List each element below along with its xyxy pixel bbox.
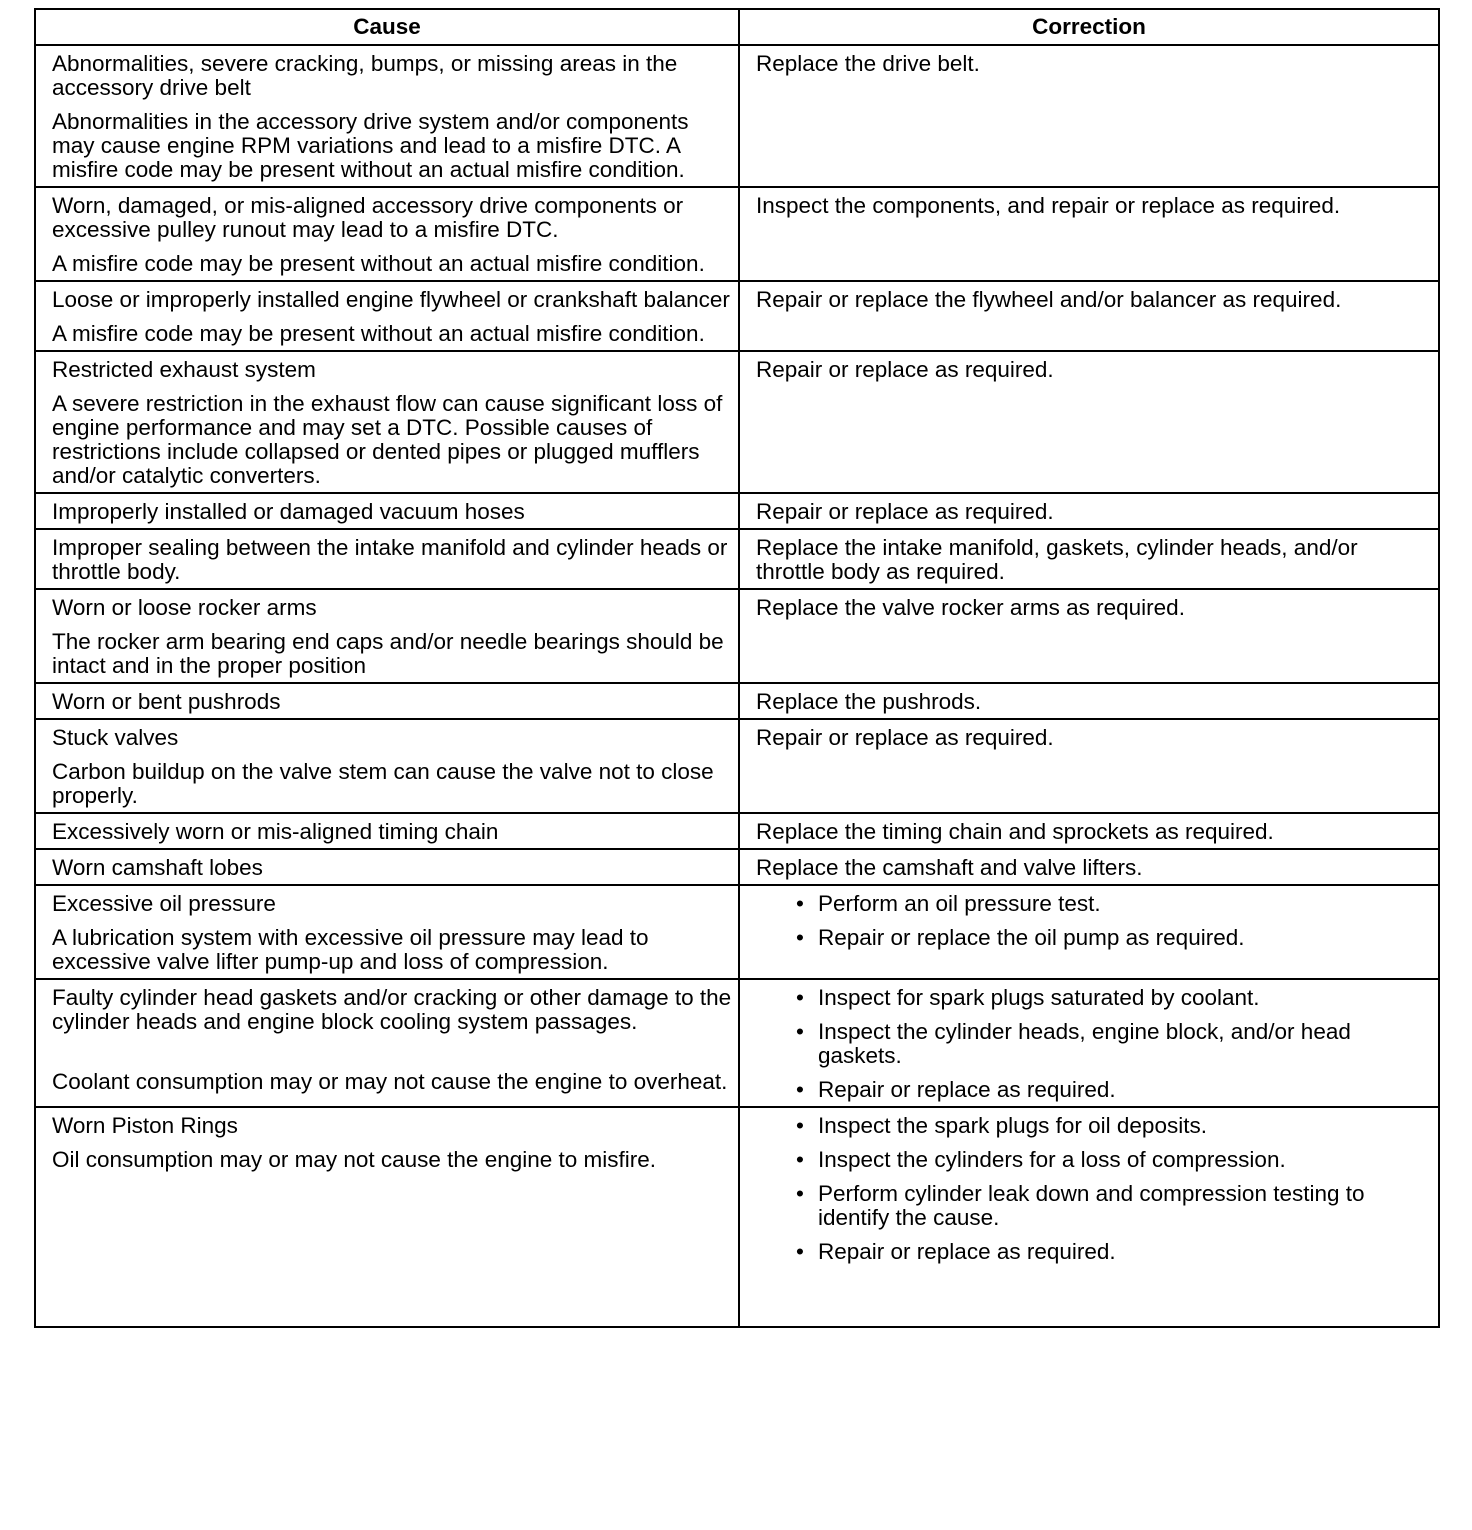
table-row	[35, 351, 1439, 493]
cause-text: Improper sealing between the intake manifold and cylinder heads or throttle body.	[52, 535, 728, 584]
cause-cell	[35, 529, 739, 589]
cause-text: Abnormalities in the accessory drive system and/or components may cause engine RPM variations and lead to a misfire DTC. A misfire code may be present without an actual misfire condition.	[52, 109, 689, 182]
list-item: • Repair or replace the oil pump as required.	[796, 926, 1432, 950]
cause-text: Worn or bent pushrods	[52, 689, 281, 714]
cause-text: Carbon buildup on the valve stem can cause the valve not to close properly.	[52, 759, 714, 808]
header-row	[35, 9, 1439, 45]
table-row	[35, 885, 1439, 979]
correction-cell	[739, 813, 1439, 849]
correction-text: Repair or replace as required.	[756, 499, 1054, 524]
cause-text: Worn or loose rocker arms	[52, 595, 317, 620]
correction-cell	[739, 1107, 1439, 1327]
table-row	[35, 813, 1439, 849]
cause-text: Oil consumption may or may not cause the engine to misfire.	[52, 1147, 657, 1172]
cause-text: Worn camshaft lobes	[52, 855, 263, 880]
correction-list	[756, 986, 1432, 1102]
correction-cell	[739, 281, 1439, 351]
correction-text: Replace the intake manifold, gaskets, cylinder heads, and/or throttle body as required.	[756, 535, 1358, 584]
cause-text: Excessive oil pressure	[52, 891, 276, 916]
cause-text: The rocker arm bearing end caps and/or needle bearings should be intact and in the proper position	[52, 629, 724, 678]
list-item: • Repair or replace as required.	[796, 1240, 1432, 1264]
cause-text: A severe restriction in the exhaust flow can cause significant loss of engine performance and may set a DTC. Possible causes of restrictions include collapsed or dented pipes or plugged mufflers and/or catalytic converters.	[52, 391, 723, 488]
correction-cell	[739, 683, 1439, 719]
cause-cell	[35, 281, 739, 351]
correction-cell	[739, 351, 1439, 493]
correction-cell	[739, 45, 1439, 187]
correction-cell	[739, 187, 1439, 281]
correction-header: Correction	[739, 9, 1439, 45]
correction-text: Repair or replace as required.	[756, 357, 1054, 382]
correction-list	[756, 1114, 1432, 1264]
cause-cell	[35, 589, 739, 683]
cause-cell	[35, 885, 739, 979]
table-row	[35, 281, 1439, 351]
cause-text: Worn, damaged, or mis-aligned accessory drive components or excessive pulley runout may lead to a misfire DTC.	[52, 193, 684, 242]
cause-text: Worn Piston Rings	[52, 1113, 238, 1138]
table-row	[35, 719, 1439, 813]
cause-text: Coolant consumption may or may not cause the engine to overheat.	[52, 1069, 728, 1094]
correction-text: Repair or replace the flywheel and/or balancer as required.	[756, 287, 1342, 312]
cause-text: A misfire code may be present without an actual misfire condition.	[52, 251, 705, 276]
table-row	[35, 187, 1439, 281]
list-item: • Inspect the spark plugs for oil deposits.	[796, 1114, 1432, 1138]
table-row	[35, 849, 1439, 885]
list-item: • Inspect for spark plugs saturated by coolant.	[796, 986, 1432, 1010]
correction-cell	[739, 885, 1439, 979]
cause-cell	[35, 493, 739, 529]
correction-cell	[739, 529, 1439, 589]
cause-cell	[35, 45, 739, 187]
cause-text: Loose or improperly installed engine flywheel or crankshaft balancer	[52, 287, 730, 312]
list-item: • Perform cylinder leak down and compression testing to identify the cause.	[796, 1182, 1432, 1230]
cause-cell	[35, 979, 739, 1107]
correction-text: Replace the timing chain and sprockets as required.	[756, 819, 1274, 844]
list-item: • Repair or replace as required.	[796, 1078, 1432, 1102]
list-item: • Inspect the cylinder heads, engine block, and/or head gaskets.	[796, 1020, 1432, 1068]
correction-text: Repair or replace as required.	[756, 725, 1054, 750]
correction-list	[756, 892, 1432, 950]
correction-cell	[739, 849, 1439, 885]
cause-text: Faulty cylinder head gaskets and/or cracking or other damage to the cylinder heads and engine block cooling system passages.	[52, 985, 732, 1034]
cause-text: Restricted exhaust system	[52, 357, 316, 382]
table-row	[35, 589, 1439, 683]
cause-cell	[35, 719, 739, 813]
cause-cell	[35, 351, 739, 493]
correction-cell	[739, 719, 1439, 813]
cause-cell	[35, 1107, 739, 1327]
correction-text: Replace the pushrods.	[756, 689, 982, 714]
table-body	[35, 45, 1439, 1327]
table-row	[35, 979, 1439, 1107]
list-item: • Inspect the cylinders for a loss of compression.	[796, 1148, 1432, 1172]
correction-text: Replace the drive belt.	[756, 51, 980, 76]
cause-cell	[35, 849, 739, 885]
list-item: • Perform an oil pressure test.	[796, 892, 1432, 916]
cause-cell	[35, 813, 739, 849]
correction-text: Inspect the components, and repair or replace as required.	[756, 193, 1341, 218]
table-row	[35, 493, 1439, 529]
misfire-diagnosis-table	[34, 8, 1440, 1328]
cause-text: Excessively worn or mis-aligned timing chain	[52, 819, 499, 844]
correction-cell	[739, 493, 1439, 529]
table-row	[35, 683, 1439, 719]
correction-text: Replace the valve rocker arms as required.	[756, 595, 1185, 620]
table-row	[35, 1107, 1439, 1327]
cause-cell	[35, 683, 739, 719]
table-row	[35, 45, 1439, 187]
cause-cell	[35, 187, 739, 281]
cause-text: A lubrication system with excessive oil pressure may lead to excessive valve lifter pump-up and loss of compression.	[52, 925, 649, 974]
cause-text: Stuck valves	[52, 725, 179, 750]
correction-text: Replace the camshaft and valve lifters.	[756, 855, 1143, 880]
table-row	[35, 529, 1439, 589]
cause-text: Improperly installed or damaged vacuum hoses	[52, 499, 525, 524]
cause-text: Abnormalities, severe cracking, bumps, or missing areas in the accessory drive belt	[52, 51, 678, 100]
cause-text: A misfire code may be present without an actual misfire condition.	[52, 321, 705, 346]
correction-cell	[739, 589, 1439, 683]
cause-header: Cause	[35, 9, 739, 45]
correction-cell	[739, 979, 1439, 1107]
